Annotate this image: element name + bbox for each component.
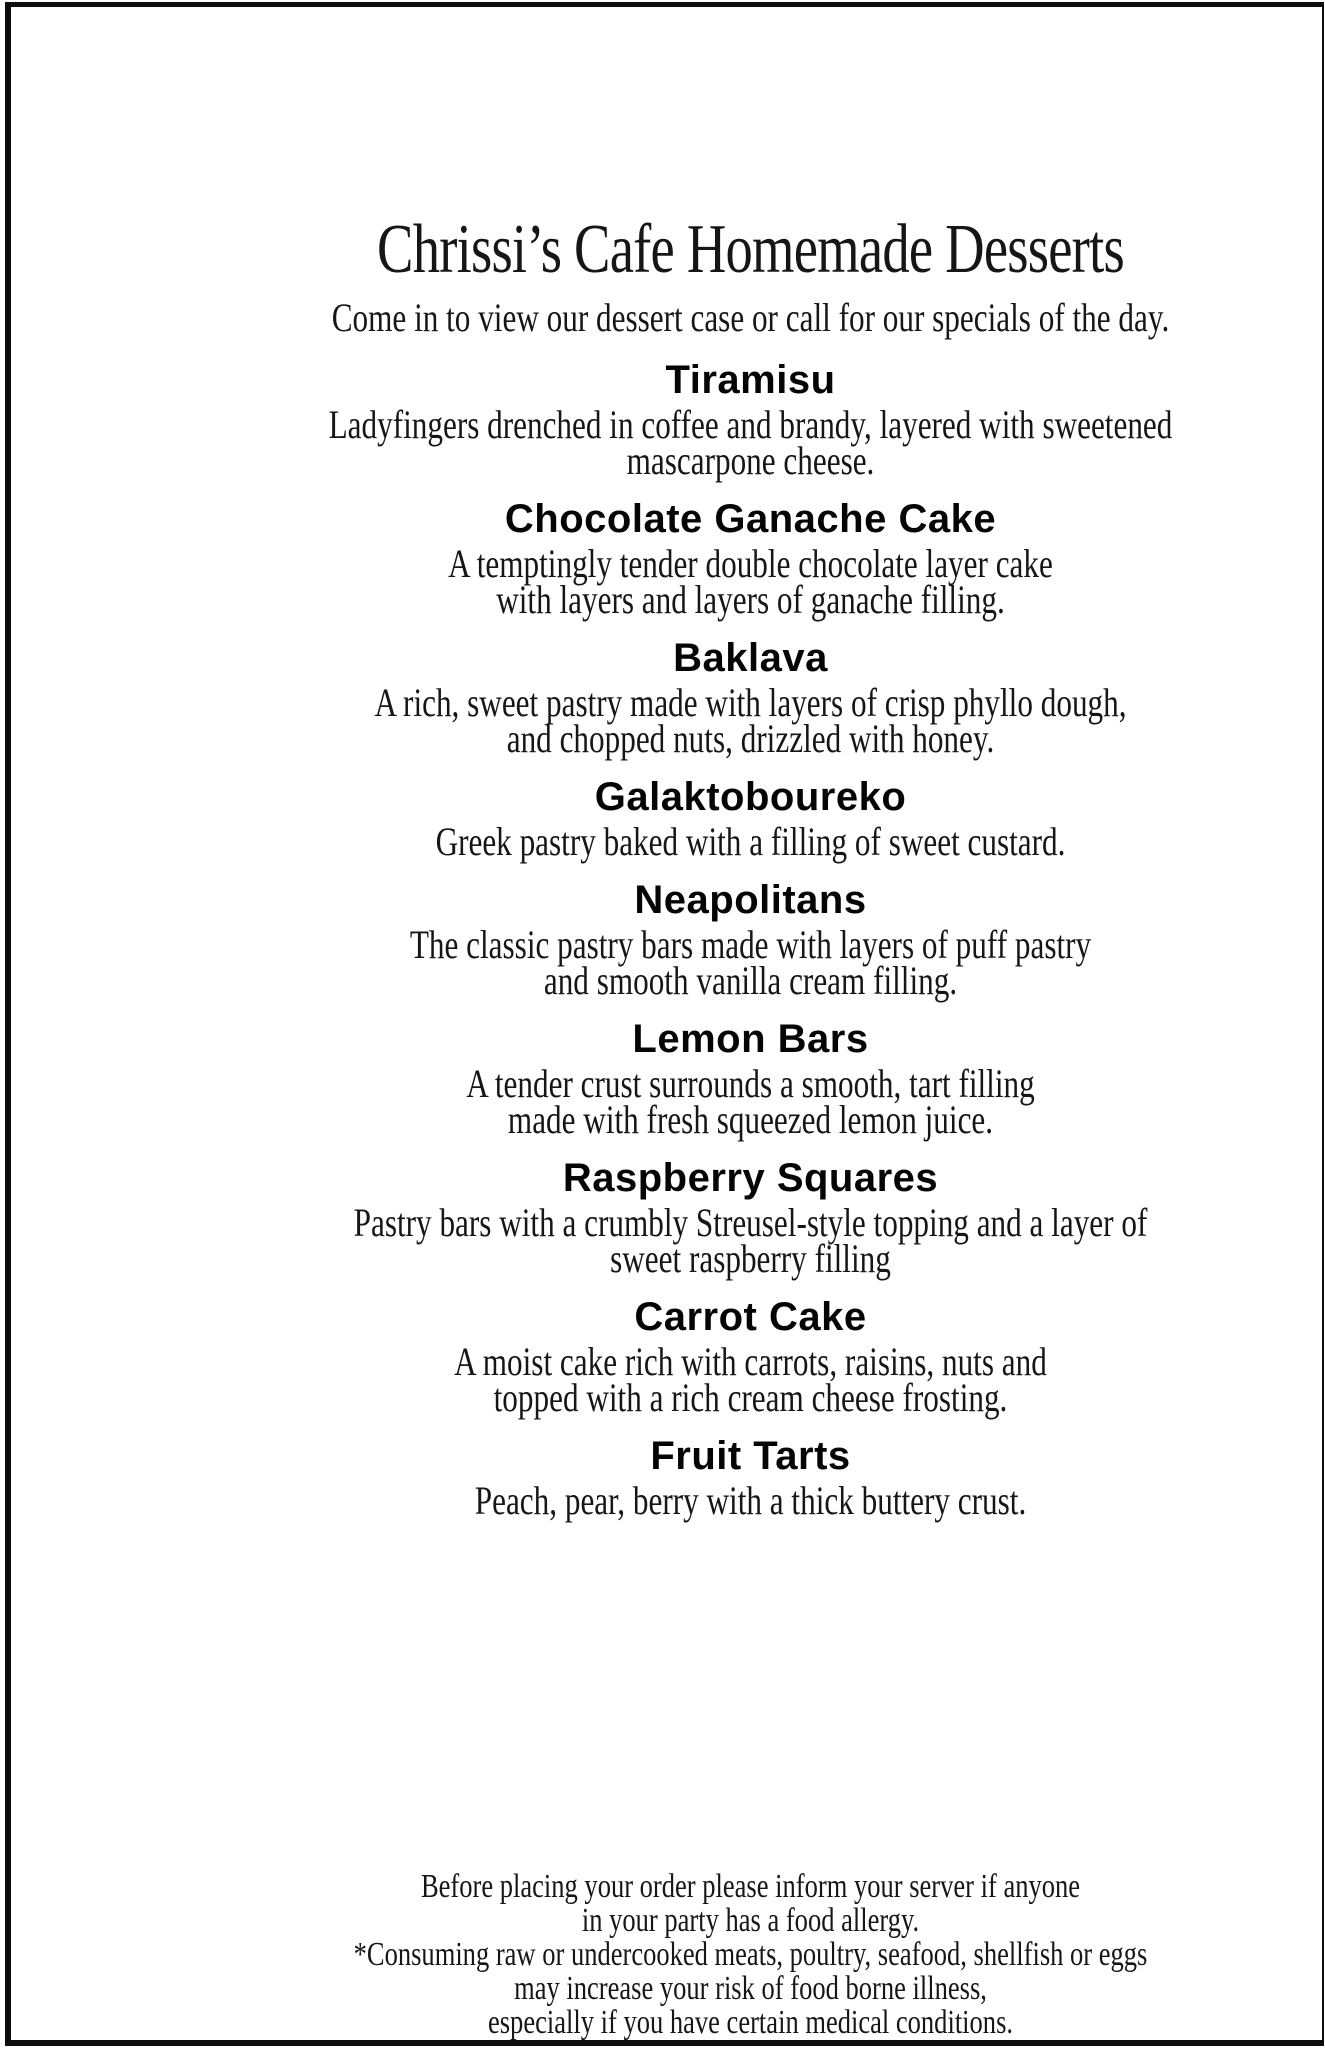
footer-line: Before placing your order please inform your server if anyone <box>420 1868 1081 1905</box>
dessert-item <box>88 1153 1325 1281</box>
dessert-description-line: with layers and layers of ganache filling. <box>496 577 1005 622</box>
dessert-name: Chocolate Ganache Cake <box>504 497 997 541</box>
dessert-name: Raspberry Squares <box>562 1156 939 1200</box>
dessert-name: Tiramisu <box>665 358 836 402</box>
dessert-name: Galaktoboureko <box>594 775 907 819</box>
menu-page <box>88 0 1325 2048</box>
dessert-item <box>88 772 1325 864</box>
dessert-description-line: Pastry bars with a crumbly Streusel-style topping and a layer of <box>353 1200 1148 1245</box>
dessert-name: Baklava <box>673 636 828 680</box>
footer-line: may increase your risk of food borne illness, <box>514 1970 987 2007</box>
dessert-description-line: A temptingly tender double chocolate layer cake <box>448 541 1053 586</box>
footer-notice <box>88 1870 1325 2040</box>
footer-line: in your party has a food allergy. <box>581 1902 920 1939</box>
dessert-item <box>88 1292 1325 1420</box>
page-subtitle: Come in to view our dessert case or call for our specials of the day. <box>331 295 1170 340</box>
dessert-name: Lemon Bars <box>632 1017 869 1061</box>
dessert-item <box>88 875 1325 1003</box>
dessert-list <box>88 355 1325 1523</box>
dessert-name: Neapolitans <box>634 878 867 922</box>
footer-line: *Consuming raw or undercooked meats, poultry, seafood, shellfish or eggs <box>353 1936 1148 1973</box>
dessert-description-line: Peach, pear, berry with a thick buttery crust. <box>474 1478 1027 1523</box>
dessert-item <box>88 633 1325 761</box>
dessert-description-line: sweet raspberry filling <box>610 1236 891 1281</box>
dessert-description-line: The classic pastry bars made with layers of puff pastry <box>409 922 1092 967</box>
dessert-description-line: and chopped nuts, drizzled with honey. <box>506 716 995 761</box>
dessert-name: Fruit Tarts <box>650 1434 851 1478</box>
page-title: Chrissi’s Cafe Homemade Desserts <box>377 211 1124 288</box>
dessert-item <box>88 1014 1325 1142</box>
dessert-item <box>88 355 1325 483</box>
dessert-description-line: A tender crust surrounds a smooth, tart filling <box>466 1061 1035 1106</box>
dessert-name: Carrot Cake <box>634 1295 867 1339</box>
dessert-description-line: A moist cake rich with carrots, raisins, nuts and <box>454 1339 1047 1384</box>
dessert-description-line: mascarpone cheese. <box>626 438 875 483</box>
dessert-item <box>88 494 1325 622</box>
dessert-description-line: Ladyfingers drenched in coffee and brandy, layered with sweetened <box>328 402 1173 447</box>
dessert-item <box>88 1431 1325 1523</box>
dessert-description-line: Greek pastry baked with a filling of sweet custard. <box>435 819 1066 864</box>
footer-line: especially if you have certain medical conditions. <box>487 2004 1014 2041</box>
dessert-description-line: and smooth vanilla cream filling. <box>543 958 958 1003</box>
dessert-description-line: A rich, sweet pastry made with layers of crisp phyllo dough, <box>374 680 1127 725</box>
dessert-description-line: made with fresh squeezed lemon juice. <box>507 1097 994 1142</box>
dessert-description-line: topped with a rich cream cheese frosting. <box>493 1375 1008 1420</box>
